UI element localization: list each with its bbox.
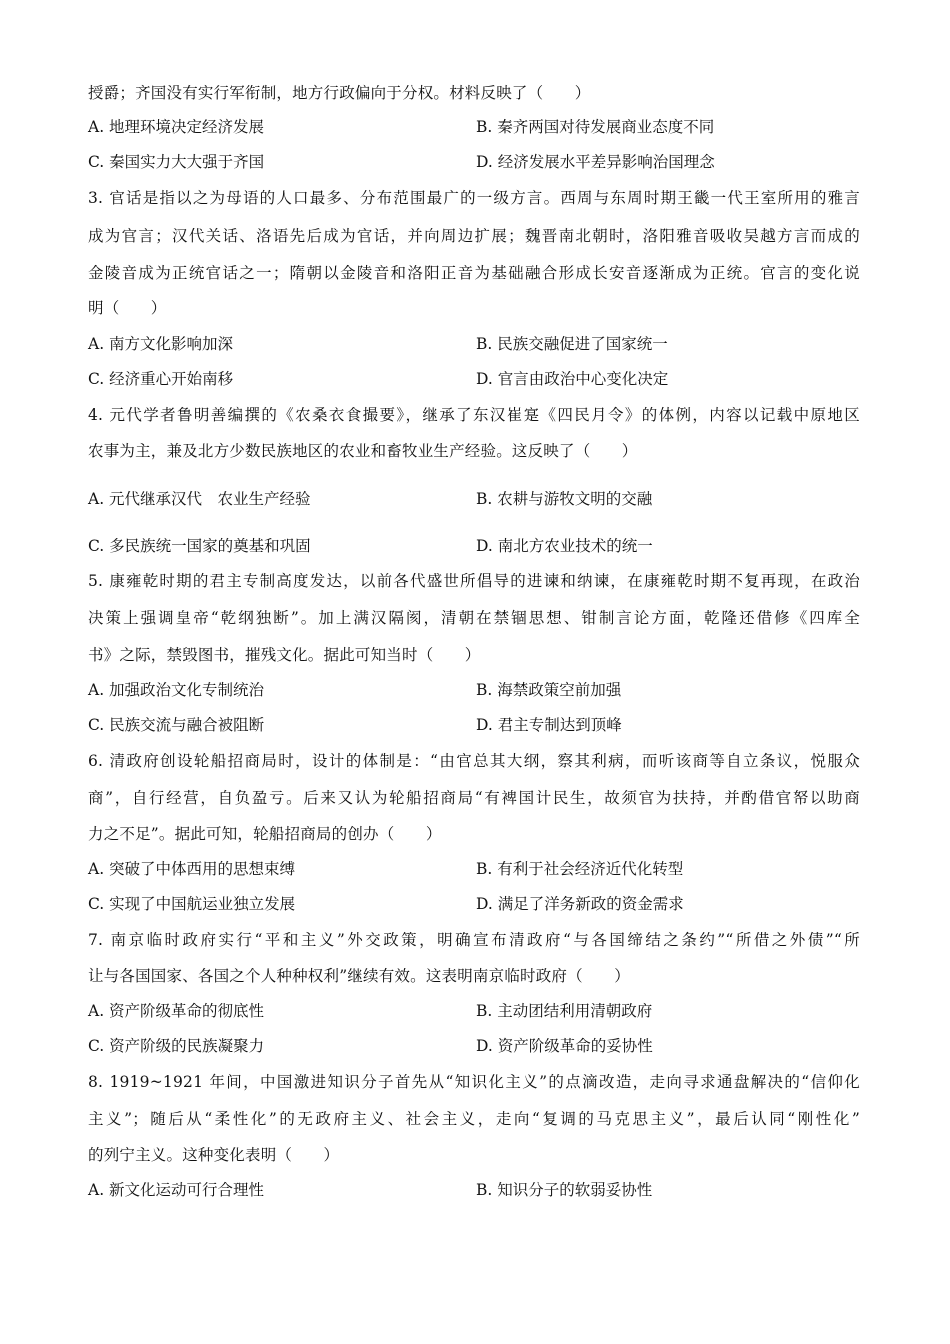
- q8-option-b: B. 知识分子的软弱妥协性: [476, 1181, 653, 1199]
- q8-stem-line: 8. 1919~1921 年间，中国激进知识分子首先从“知识化主义”的点滴改造，走向寻求通盘解决的“信仰化: [88, 1073, 860, 1091]
- q5-option-c: C. 民族交流与融合被阻断: [88, 716, 265, 734]
- q3-option-b: B. 民族交融促进了国家统一: [476, 335, 668, 353]
- q3-option-a: A. 南方文化影响加深: [88, 335, 234, 353]
- q3-option-d: D. 官言由政治中心变化决定: [476, 370, 669, 388]
- q6-stem-line: 力之不足”。据此可知，轮船招商局的创办（ ）: [88, 825, 442, 843]
- q7-stem-line: 7. 南京临时政府实行“平和主义”外交政策，明确宣布清政府“与各国缔结之条约”“所借之外债”“所: [88, 931, 860, 949]
- q4-stem-line: 4. 元代学者鲁明善编撰的《农桑衣食撮要》，继承了东汉崔寔《四民月令》的体例，内容以记载中原地区: [88, 406, 860, 424]
- q4-option-c: C. 多民族统一国家的奠基和巩固: [88, 537, 311, 555]
- q6-option-d: D. 满足了洋务新政的资金需求: [476, 895, 684, 913]
- q5-option-b: B. 海禁政策空前加强: [476, 681, 622, 699]
- q3-stem-line: 金陵音成为正统官话之一；隋朝以金陵音和洛阳正音为基础融合形成长安音逐渐成为正统。官言的变化说: [88, 264, 860, 282]
- q7-option-a: A. 资产阶级革命的彻底性: [88, 1002, 265, 1020]
- q6-stem-line: 6. 清政府创设轮船招商局时，设计的体制是：“由官总其大纲，察其利病，而听该商等自立条议，悦服众: [88, 752, 860, 770]
- q2-option-a: A. 地理环境决定经济发展: [88, 118, 265, 136]
- q2-option-c: C. 秦国实力大大强于齐国: [88, 153, 265, 171]
- q4-option-b: B. 农耕与游牧文明的交融: [476, 490, 653, 508]
- q3-option-c: C. 经济重心开始南移: [88, 370, 234, 388]
- q8-stem-line: 的列宁主义。这种变化表明（ ）: [88, 1146, 340, 1164]
- q4-option-d: D. 南北方农业技术的统一: [476, 537, 653, 555]
- q6-option-b: B. 有利于社会经济近代化转型: [476, 860, 684, 878]
- q2-stem-tail: 授爵；齐国没有实行军衔制，地方行政偏向于分权。材料反映了（ ）: [88, 84, 591, 102]
- q5-stem-line: 书》之际，禁毁图书，摧残文化。据此可知当时（ ）: [88, 646, 481, 664]
- q3-stem-line: 明（ ）: [88, 299, 167, 317]
- q5-stem-line: 5. 康雍乾时期的君主专制高度发达，以前各代盛世所倡导的进谏和纳谏，在康雍乾时期不复再现，在政治: [88, 572, 860, 590]
- q3-stem-line: 3. 官话是指以之为母语的人口最多、分布范围最广的一级方言。西周与东周时期王畿一代王室所用的雅言: [88, 189, 860, 207]
- q7-option-c: C. 资产阶级的民族凝聚力: [88, 1037, 265, 1055]
- q8-option-a: A. 新文化运动可行合理性: [88, 1181, 265, 1199]
- q4-stem-line: 农事为主，兼及北方少数民族地区的农业和畜牧业生产经验。这反映了（ ）: [88, 442, 638, 460]
- q4-option-a: A. 元代继承汉代 农业生产经验: [88, 490, 311, 508]
- q7-option-d: D. 资产阶级革命的妥协性: [476, 1037, 653, 1055]
- q5-option-d: D. 君主专制达到顶峰: [476, 716, 622, 734]
- q2-option-d: D. 经济发展水平差异影响治国理念: [476, 153, 715, 171]
- q2-option-b: B. 秦齐两国对待发展商业态度不同: [476, 118, 715, 136]
- q8-stem-line: 主义”；随后从“柔性化”的无政府主义、社会主义，走向“复调的马克思主义”，最后认同“刚性化”: [88, 1110, 860, 1128]
- q6-option-a: A. 突破了中体西用的思想束缚: [88, 860, 296, 878]
- q7-stem-line: 让与各国国家、各国之个人种种权利”继续有效。这表明南京临时政府（ ）: [88, 967, 630, 985]
- q7-option-b: B. 主动团结利用清朝政府: [476, 1002, 653, 1020]
- q5-stem-line: 决策上强调皇帝“乾纲独断”。加上满汉隔阂，清朝在禁锢思想、钳制言论方面，乾隆还借修《四库全: [88, 609, 860, 627]
- q6-option-c: C. 实现了中国航运业独立发展: [88, 895, 296, 913]
- q5-option-a: A. 加强政治文化专制统治: [88, 681, 265, 699]
- q3-stem-line: 成为官言；汉代关话、洛语先后成为官话，并向周边扩展；魏晋南北朝时，洛阳雅音吸收吴越方言而成的: [88, 227, 860, 245]
- q6-stem-line: 商”，自行经营，自负盈亏。后来又认为轮船招商局“有裨国计民生，故须官为扶持，并酌借官帑以助商: [88, 789, 860, 807]
